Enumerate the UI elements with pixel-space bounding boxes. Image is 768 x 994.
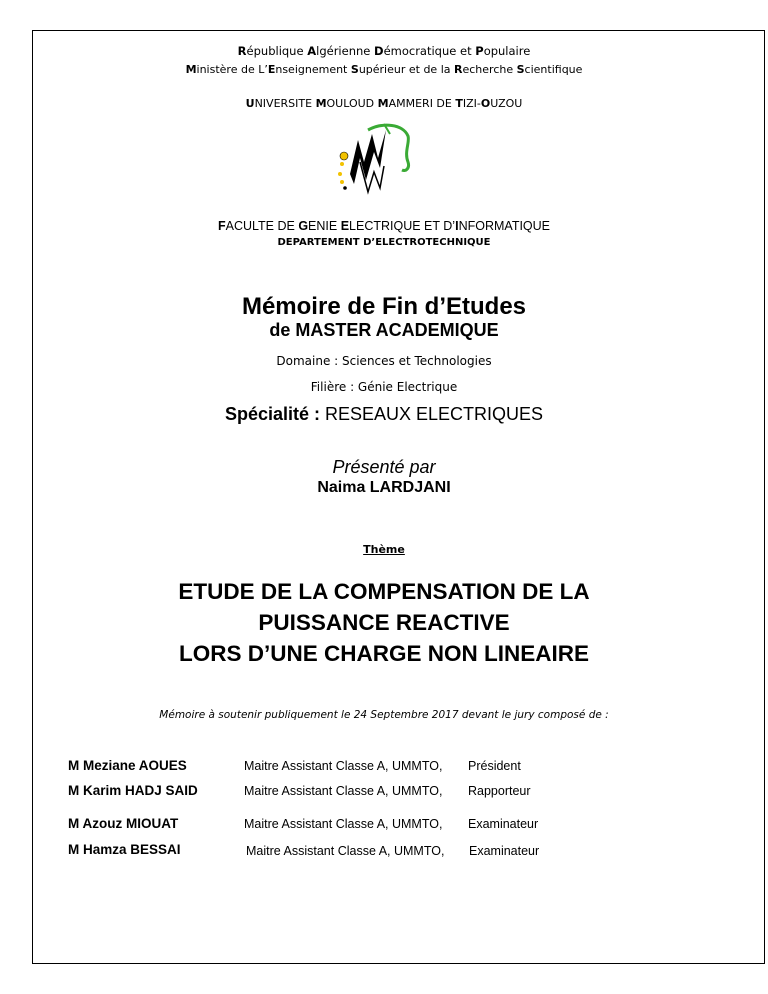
theme-label: Thème bbox=[363, 543, 405, 556]
jury-title: Maitre Assistant Classe A, UMMTO, bbox=[244, 784, 443, 798]
university-logo-icon bbox=[328, 122, 414, 196]
jury-title: Maitre Assistant Classe A, UMMTO, bbox=[244, 817, 443, 831]
thesis-title bbox=[0, 576, 768, 669]
jury-role: Examinateur bbox=[468, 817, 539, 831]
domain-line: Domaine : Sciences et Technologies bbox=[276, 354, 492, 368]
jury-role: Examinateur bbox=[469, 844, 540, 858]
thesis-title-line: LORS D’UNE CHARGE NON LINEAIRE bbox=[178, 641, 590, 666]
thesis-title-line: ETUDE DE LA COMPENSATION DE LA bbox=[178, 579, 590, 604]
jury-title: Maitre Assistant Classe A, UMMTO, bbox=[244, 759, 443, 773]
jury-title: Maitre Assistant Classe A, UMMTO, bbox=[246, 844, 445, 858]
republic-line: République Algérienne Démocratique et Populaire bbox=[237, 44, 531, 58]
department-line: DEPARTEMENT D’ELECTROTECHNIQUE bbox=[277, 237, 491, 248]
ministry-line: Ministère de L’Enseignement Supérieur et de la Recherche Scientifique bbox=[185, 63, 583, 76]
jury-name: M Karim HADJ SAID bbox=[68, 783, 198, 798]
jury-role: Rapporteur bbox=[468, 784, 531, 798]
university-line: UNIVERSITE MOULOUD MAMMERI DE TIZI-OUZOU bbox=[245, 97, 523, 110]
author-name: Naima LARDJANI bbox=[317, 479, 451, 496]
memoire-title: Mémoire de Fin d’Etudes bbox=[241, 293, 527, 320]
theme-label-wrap bbox=[0, 540, 768, 558]
speciality-label: Spécialité : bbox=[224, 404, 320, 424]
jury-role: Président bbox=[468, 759, 521, 773]
thesis-title-line: PUISSANCE REACTIVE bbox=[258, 610, 510, 635]
speciality-value: RESEAUX ELECTRIQUES bbox=[319, 404, 544, 424]
jury-name: M Azouz MIOUAT bbox=[68, 816, 179, 831]
defense-note: Mémoire à soutenir publiquement le 24 Septembre 2017 devant le jury composé de : bbox=[159, 709, 609, 721]
speciality-line bbox=[0, 404, 768, 425]
presented-by-label: Présenté par bbox=[332, 457, 436, 477]
jury-name: M Hamza BESSAI bbox=[68, 842, 181, 857]
filiere-line: Filière : Génie Electrique bbox=[310, 380, 458, 394]
jury-name: M Meziane AOUES bbox=[68, 758, 187, 773]
faculty-line: FACULTE DE GENIE ELECTRIQUE ET D’INFORMATIQUE bbox=[217, 219, 551, 233]
memoire-subtitle: de MASTER ACADEMIQUE bbox=[269, 320, 499, 340]
